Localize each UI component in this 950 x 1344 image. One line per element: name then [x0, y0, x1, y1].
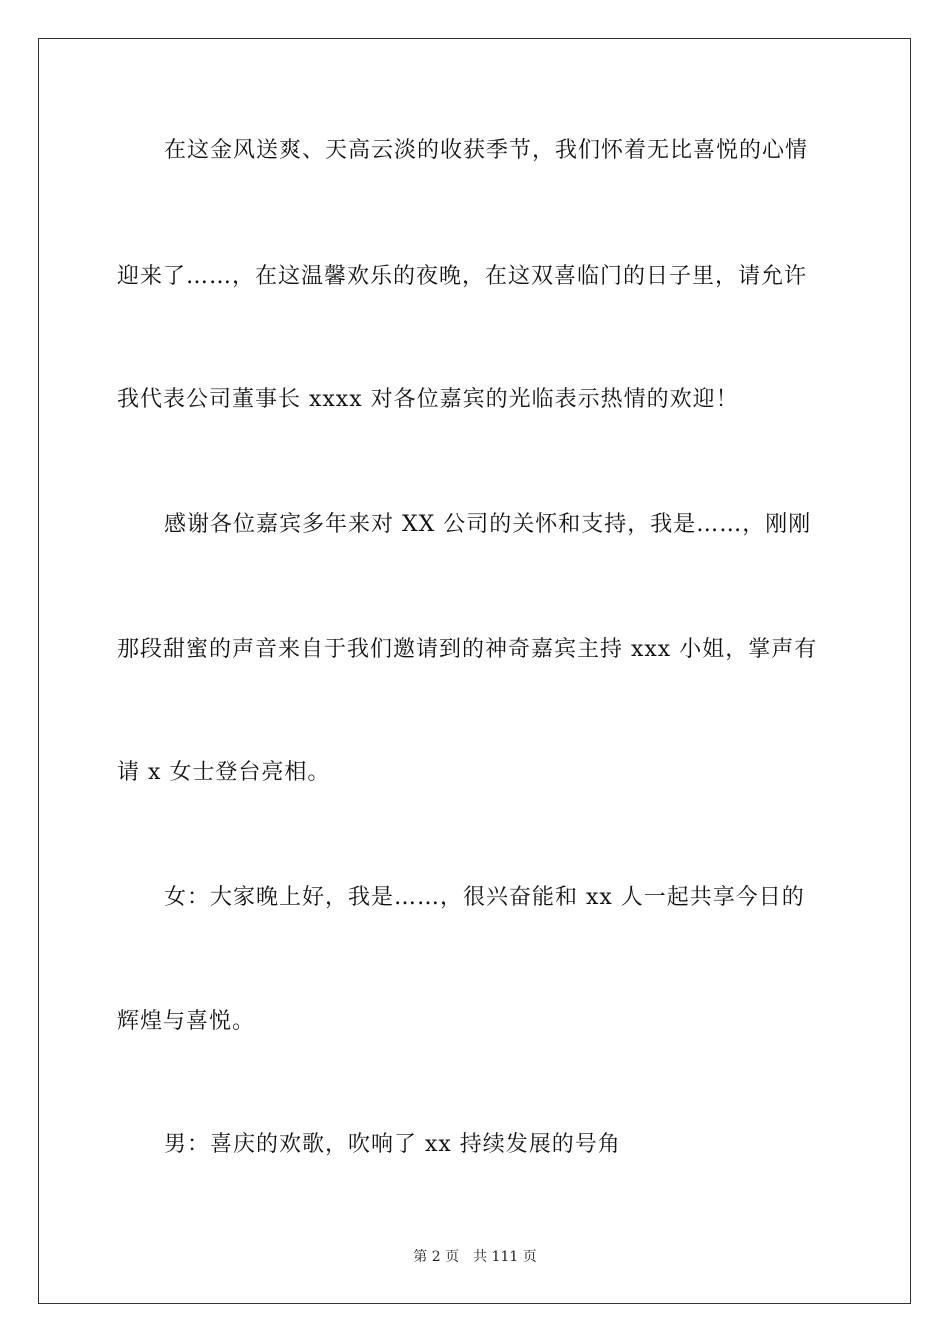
paragraph-1-line-3: 我代表公司董事长 xxxx 对各位嘉宾的光临表示热情的欢迎！ — [117, 387, 739, 412]
paragraph-4-line-1: 男：喜庆的欢歌，吹响了 xx 持续发展的号角 — [164, 1132, 621, 1157]
page-total: 共 111 页 — [473, 1249, 537, 1265]
page-footer — [0, 1247, 950, 1267]
paragraph-3-line-2: 辉煌与喜悦。 — [117, 1009, 256, 1034]
paragraph-1-line-1: 在这金风送爽、天高云淡的收获季节，我们怀着无比喜悦的心情 — [164, 138, 809, 163]
paragraph-2-line-2: 那段甜蜜的声音来自于我们邀请到的神奇嘉宾主持 xxx 小姐，掌声有 — [117, 637, 818, 662]
paragraph-2-line-1: 感谢各位嘉宾多年来对 XX 公司的关怀和支持，我是……，刚刚 — [164, 512, 812, 537]
paragraph-1-line-2: 迎来了……，在这温馨欢乐的夜晚，在这双喜临门的日子里，请允许 — [117, 264, 808, 289]
page-border — [38, 38, 911, 1304]
page-number: 第 2 页 — [413, 1249, 460, 1265]
paragraph-3-line-1: 女：大家晚上好，我是……，很兴奋能和 xx 人一起共享今日的 — [164, 885, 805, 910]
paragraph-2-line-3: 请 x 女士登台亮相。 — [117, 760, 331, 785]
